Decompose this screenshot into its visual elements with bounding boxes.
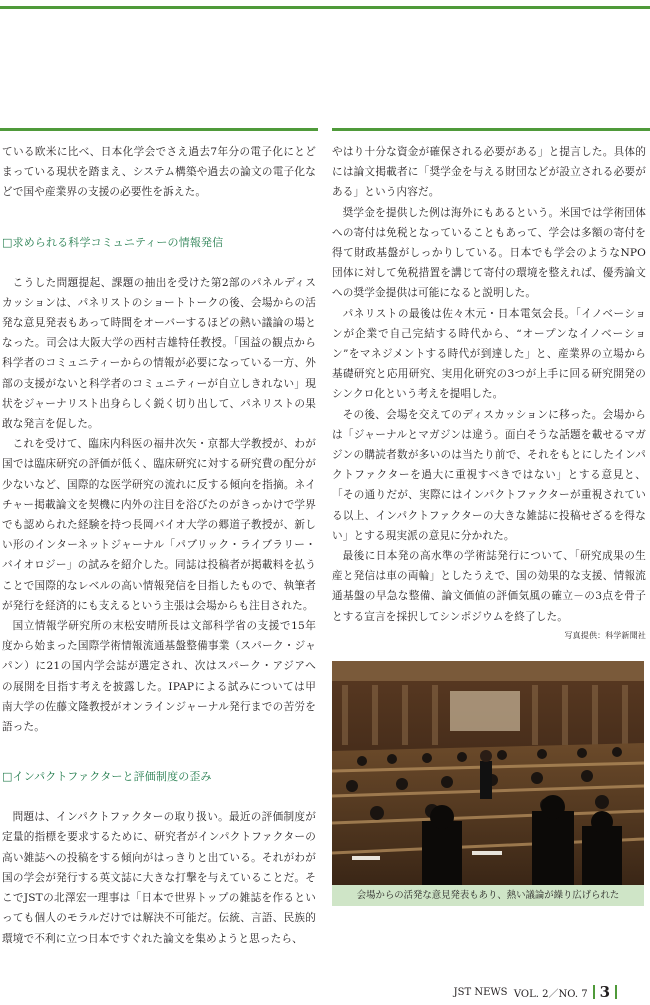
paragraph: 問題は、インパクトファクターの取り扱い。最近の評価制度が定量的指標を要求するために、研究者がインパクトファクターの高い雑誌への投稿をする傾向がはっきりと出ている。それがわが国の学会が発行する英文誌に大きな打撃を与えていることだ。そこでJSTの北澤宏一理事は「日本で世界トップの雑誌を作るといっても個人のモラルだけでは解決不可能だ。伝統、言語、民族的環境で不利に立つ日本ですぐれた論文を集めようと思ったら、 — [2, 811, 316, 945]
paragraph: やはり十分な資金が確保される必要がある」と提言した。具体的には論文掲載者に「奨学金を与える財団などが設立される必要がある」という内容だ。 — [332, 146, 646, 199]
paragraph: こうした問題提起、課題の抽出を受けた第2部のパネルディスカッションは、パネリストのショートトークの後、会場からの活発な意見発表もあって時間をオーバーするほどの熱い議論の場となった。司会は大阪大学の西村吉雄特任教授。「国益の観点から科学者のコミュニティーからの情報が必要になっている一方、外部の支援がないと科学者のコミュニティーが自立しきれない」現状をジャーナリスト出身らしく鋭く切り出して、パネリストの果敢な発言を促した。 — [2, 276, 316, 431]
top-rule — [0, 6, 650, 9]
section-heading: □インパクトファクターと評価制度の歪み — [2, 770, 212, 784]
paragraph: その後、会場を交えてのディスカッションに移った。会場からは「ジャーナルとマガジンは違う。面白そうな話題を載せるマガジンの購読者数が多いのは当たり前で、それをもとにしたインパクトファクターを過大に重視すべきではない」とする意見と、「その通りだが、実際にはインパクトファクターが重視されている以上、インパクトファクターの大きな雑誌に投稿せざるを得ない」とする現実派の意見に分かれた。 — [332, 408, 646, 542]
paragraph: パネリストの最後は佐々木元・日本電気会長。「イノベーションが企業で自己完結する時代から、“オープンなイノベーション”をマネジメントする時代が到達した」と、産業界の立場から基礎研究と応用研究、実用化研究の3つが上手に回る研究開発のシンクロ化という考えを提唱した。 — [332, 307, 646, 401]
paragraph: 奨学金を提供した例は海外にもあるという。米国では学術団体への寄付は免税となっていることもあって、学会は多額の寄付を得て財政基盤がしっかりしている。日本でも学会のようなNPO団体に対して免税措置を講じて寄付の環境を整えれば、優秀論文への奨学金提供は可能になると説明した。 — [332, 206, 646, 300]
right-column — [332, 142, 646, 645]
right-column-rule — [332, 128, 650, 131]
footer-divider — [615, 985, 617, 999]
magazine-name: JST NEWS — [453, 986, 508, 998]
left-column-rule — [0, 128, 318, 131]
footer-divider — [593, 985, 595, 999]
page-number: 3 — [599, 983, 610, 1001]
issue-number: VOL. 2／NO. 7 — [513, 988, 588, 1000]
paragraph: 国立情報学研究所の末松安晴所長は文部科学省の支援で15年度から始まった国際学術情報流通基盤整備事業（スパーク・ジャパン）に21の国内学会誌が選定され、次はスパーク・アジアへの展開を目指す考えを披露した。IPAPによる試みについては甲南大学の佐藤文隆教授がオンラインジャーナル発行までの苦労を語った。 — [2, 620, 316, 734]
symposium-photo — [332, 661, 644, 885]
auditorium-illustration — [332, 661, 644, 885]
left-column — [2, 142, 316, 949]
paragraph: これを受けて、臨床内科医の福井次矢・京都大学教授が、わが国では臨床研究の評価が低く、臨床研究に対する研究費の配分が少ないなど、国際的な医学研究の流れに反する傾向を指摘。ネイチャー掲載論文を契機に内外の注目を浴びたのがきっかけで学界でも認められた経験を持つ長岡バイオ大学の郷道子教授が、新しい形のインターネットジャーナル「パブリック・ライブラリー・バイオロジー」の試みを紹介した。同誌は投稿者が掲載料を払うことで国際的なレベルの高い情報発信を目指したもので、執筆者が発行を経済的にも支えるという主張は会場からも注目された。 — [2, 438, 316, 612]
section-heading: □求められる科学コミュニティーの情報発信 — [2, 235, 224, 249]
photo-credit: 写真提供：科学新聞社 — [564, 630, 646, 640]
paragraph: 最後に日本発の高水準の学術誌発行について、「研究成果の生産と発信は車の両輪」としたうえで、国の効果的な支援、情報流通基盤の早急な整備、論文価値の評価気風の確立－の3点を骨子とする宣言を採択してシンポジウムを終了した。 — [332, 550, 646, 623]
photo-caption: 会場からの活発な意見発表もあり、熱い議論が繰り広げられた — [332, 885, 644, 906]
paragraph: ている欧米に比べ、日本化学会でさえ過去7年分の電子化にとどまっている現状を踏まえ、システム構築や過去の論文の電子化などで国や産業界の支援の必要性を訴えた。 — [2, 146, 316, 199]
page-footer — [454, 983, 622, 1001]
